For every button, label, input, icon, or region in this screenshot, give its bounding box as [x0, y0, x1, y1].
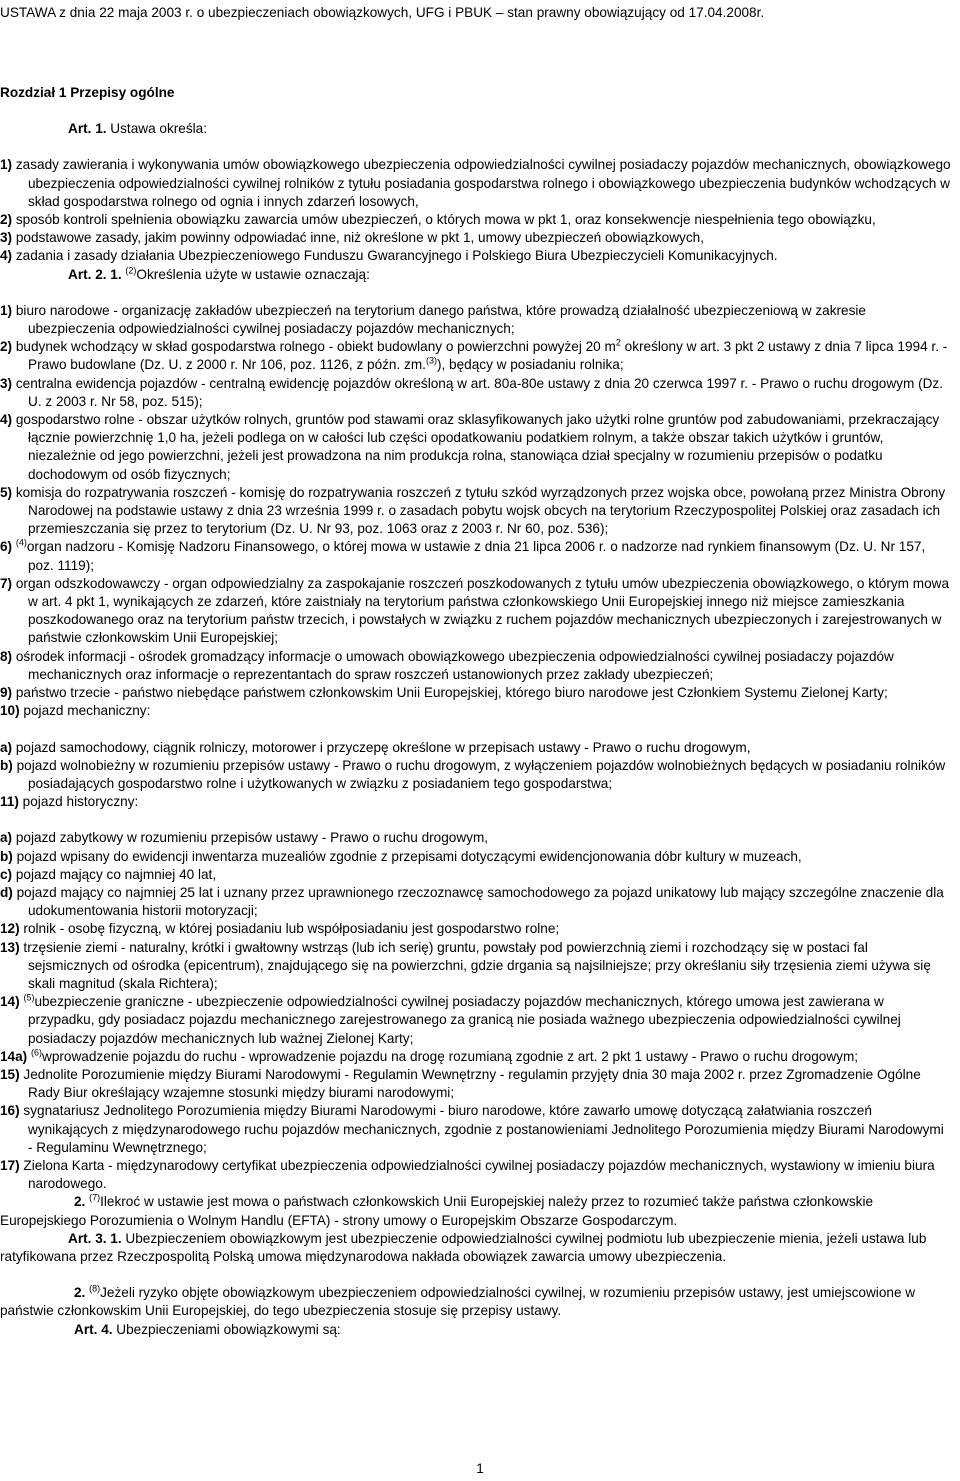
item-number: 15)	[0, 1066, 20, 1082]
article-number: Art. 4.	[74, 1321, 113, 1337]
paragraph-text: Jeżeli ryzyko objęte obowiązkowym ubezpieczeniem odpowiedzialności cywilnej, w rozumieniu przepisów ustawy, jest umiejscowione w państwie członkowskim Unii Europejskiej, do tego ubezpieczenia stosuje się przepisy ustawy.	[0, 1285, 916, 1319]
item-number: 3)	[0, 375, 13, 391]
item-text: pojazd wolnobieżny w rozumieniu przepisów ustawy - Prawo o ruchu drogowym, z wyłączeniem pojazdów wolnobieżnych będących w posiadaniu rolników posiadających gospodarstwo rolne i użytkowanych w związku z posiadaniem tego gospodarstwa;	[12, 757, 946, 791]
list-item	[0, 939, 952, 994]
article-number: Art. 3. 1.	[68, 1230, 122, 1246]
def11-sublist	[0, 829, 952, 920]
paragraph-number: 2.	[74, 1194, 86, 1210]
item-number: 2)	[0, 339, 13, 355]
definitions-list	[0, 302, 952, 721]
item-number: 5)	[0, 484, 13, 500]
item-number: 6)	[0, 539, 13, 555]
item-text: pojazd mechaniczny:	[19, 703, 151, 719]
list-item	[0, 247, 952, 265]
item-number: b)	[0, 848, 13, 864]
chapter-heading: Rozdział 1 Przepisy ogólne	[0, 85, 175, 100]
document-body	[0, 84, 952, 1339]
item-text: zasady zawierania i wykonywania umów obowiązkowego ubezpieczenia odpowiedzialności cywilnej posiadaczy pojazdów mechanicznych, obowiązkowego ubezpieczenia odpowiedzialności cywilnej rolników z tytułu posiadania gospodarstwa rolnego i obowiązkowego ubezpieczenia budynków wchodzących w skład gospodarstwa rolnego od ognia i innych zdarzeń losowych,	[12, 157, 951, 209]
item-text: pojazd zabytkowy w rozumieniu przepisów ustawy - Prawo o ruchu drogowym,	[12, 830, 489, 846]
list-item	[0, 302, 952, 338]
item-text: ubezpieczenie graniczne - ubezpieczenie odpowiedzialności cywilnej posiadaczy pojazdów mechanicznych, którego umowa jest zawierana w przypadku, gdy posiadacz pojazdu mechanicznego zarejestrowanego za granicą nie posiada ważnego ubezpieczenia odpowiedzialności cywilnej posiadaczy pojazdów mechanicznych lub ważnej Zielonej Karty;	[28, 994, 901, 1046]
item-number: 8)	[0, 648, 13, 664]
item-number: a)	[0, 830, 13, 846]
item-text: wprowadzenie pojazdu do ruchu - wprowadzenie pojazdu na drogę rozumianą zgodnie z art. 2 pkt 1 ustawy - Prawo o ruchu drogowym;	[42, 1048, 859, 1064]
item-text: ośrodek informacji - ośrodek gromadzący informacje o umowach obowiązkowego ubezpieczenia odpowiedzialności cywilnej posiadaczy pojazdów mechanicznych oraz informacje o reprezentantach do spraw roszczeń ustanowionych przez zakłady ubezpieczeń;	[12, 648, 894, 682]
list-item	[0, 702, 952, 720]
item-text: ), będący w posiadaniu rolnika;	[436, 357, 624, 373]
item-text: pojazd mający co najmniej 40 lat,	[12, 866, 217, 882]
paragraph-number: 2.	[74, 1285, 86, 1301]
art4-intro	[0, 1321, 952, 1339]
definitions-list-cont	[0, 920, 952, 1193]
sub-item	[0, 757, 952, 793]
item-text: biuro narodowe - organizację zakładów ubezpieczeń na terytorium danego państwa, które prowadzą działalność ubezpieczeniową w zakresie ubezpieczenia odpowiedzialności cywilnej posiadaczy pojazdów mechanicznych;	[12, 302, 866, 337]
item-number: 1)	[0, 302, 13, 318]
item-text: pojazd samochodowy, ciągnik rolniczy, motorower i przyczepę określone w przepisach ustawy - Prawo o ruchu drogowym,	[12, 739, 751, 755]
item-number: 3)	[0, 230, 13, 246]
def10-sublist	[0, 739, 952, 794]
item-number: d)	[0, 884, 13, 900]
item-text: Zielona Karta - międzynarodowy certyfikat ubezpieczenia odpowiedzialności cywilnej posiadaczy pojazdów mechanicznych, wystawiony w imieniu biura narodowego.	[19, 1157, 935, 1192]
item-text: gospodarstwo rolne - obszar użytków rolnych, gruntów pod stawami oraz sklasyfikowanych jako użytki rolne gruntów pod zabudowaniami, przekraczający łącznie powierzchnię 1,0 ha, jeżeli podlega on w całości lub części opodatkowaniu podatkiem rolnym, a także obszar takich użytków i gruntów, niezależnie od jego powierzchni, jeżeli jest prowadzona na nim produkcja rolna, stanowiąca dział specjalny w rozumieniu przepisów o podatku dochodowym od osób fizycznych;	[12, 412, 940, 482]
item-text: Jednolite Porozumienie między Biurami Narodowymi - Regulamin Wewnętrzny - regulamin przyjęty dnia 30 maja 2002 r. przez Zgromadzenie Ogólne Rady Biur określający wzajemne stosunki między biurami narodowymi;	[19, 1066, 921, 1101]
art2-intro	[0, 266, 952, 284]
page-number: 1	[476, 1461, 484, 1476]
item-text: trzęsienie ziemi - naturalny, krótki i gwałtowny wstrząs (lub ich serię) gruntu, powstały pod powierzchnią ziemi i rozchodzący się w postaci fal sejsmicznych od ośrodka (epicentrum), znajdującego się na powierzchni, gdzie drgania są najsilniejsze; przy określaniu siły trzęsienia ziemi używa się skali magnitud (skala Richtera);	[19, 939, 931, 991]
item-text: pojazd historyczny:	[18, 794, 139, 810]
item-text: pojazd mający co najmniej 25 lat i uznany przez uprawnionego rzeczoznawcę samochodowego za pojazd unikatowy lub mający szczególne znaczenie dla udokumentowania historii motoryzacji;	[12, 884, 944, 919]
list-item	[0, 229, 952, 247]
superscript: 2	[615, 337, 621, 348]
item-number: 14a)	[0, 1048, 28, 1064]
item-number: 14)	[0, 994, 20, 1010]
item-number: 2)	[0, 212, 13, 228]
list-item	[0, 156, 952, 211]
article-text: Ubezpieczeniem obowiązkowym jest ubezpieczenie odpowiedzialności cywilnej podmiotu lub ubezpieczenie mienia, jeżeli ustawa lub ratyfikowana przez Rzeczpospolitą Polską umowa międzynarodowa nakłada obowiązek zawarcia umowy ubezpieczenia.	[0, 1230, 927, 1264]
item-text: sygnatariusz Jednolitego Porozumienia między Biurami Narodowymi - biuro narodowe, które zawarło umowę dotyczącą załatwiania roszczeń wynikających z międzynarodowego ruchu pojazdów mechanicznych, zgodnie z postanowieniami Jednolitego Porozumienia między Biurami Narodowymi - Regulaminu Wewnętrznego;	[19, 1103, 944, 1155]
item-number: 17)	[0, 1157, 20, 1173]
list-item	[0, 1157, 952, 1193]
item-number: 9)	[0, 685, 13, 701]
list-item	[0, 648, 952, 684]
footnote-ref: (6)	[31, 1047, 42, 1058]
list-item	[0, 484, 952, 539]
article-number: Art. 2. 1.	[68, 266, 122, 282]
item-text: komisja do rozpatrywania roszczeń - komisję do rozpatrywania roszczeń z tytułu szkód wyrządzonych przez wojska obce, powołaną przez Ministra Obrony Narodowej na podstawie ustawy z dnia 23 września 1999 r. o zasadach pobytu wojsk obcych na terytorium Rzeczypospolitej Polskiej oraz zasadach ich przemieszczania się przez to terytorium (Dz. U. Nr 93, poz. 1063 oraz z 2003 r. Nr 60, poz. 536);	[12, 484, 946, 537]
item-text: państwo trzecie - państwo niebędące państwem członkowskim Unii Europejskiej, którego biuro narodowe jest Członkiem Systemu Zielonej Karty;	[12, 685, 888, 701]
article-number: Art. 1.	[68, 121, 107, 137]
sub-item	[0, 848, 952, 866]
item-text: podstawowe zasady, jakim powinny odpowiadać inne, niż określone w pkt 1, umowy ubezpieczeń obowiązkowych,	[12, 230, 704, 246]
footnote-ref: (4)	[15, 537, 27, 548]
item-number: b)	[0, 757, 13, 773]
footnote-ref: (5)	[23, 992, 35, 1003]
article-text: Ubezpieczeniami obowiązkowymi są:	[112, 1321, 341, 1337]
sub-item	[0, 739, 952, 757]
footnote-ref: (8)	[89, 1283, 101, 1294]
art2-para2	[0, 1193, 952, 1229]
item-text: organ nadzoru - Komisję Nadzoru Finansowego, o której mowa w ustawie z dnia 21 lipca 2006 r. o nadzorze nad rynkiem finansowym (Dz. U. Nr 157, poz. 1119);	[26, 539, 926, 573]
item-number: 12)	[0, 921, 20, 937]
art1-items	[0, 156, 952, 265]
list-item	[0, 211, 952, 229]
paragraph-text: Ilekroć w ustawie jest mowa o państwach członkowskich Unii Europejskiej należy przez to rozumieć także państwa członkowskie Europejskiego Porozumienia o Wolnym Handlu (EFTA) - strony umowy o Europejskim Obszarze Gospodarczym.	[0, 1194, 874, 1228]
list-item	[0, 1102, 952, 1157]
item-number: c)	[0, 866, 13, 882]
list-item	[0, 920, 952, 938]
item-number: 11)	[0, 794, 19, 810]
footnote-ref: (7)	[89, 1192, 101, 1203]
art3-para1	[0, 1230, 952, 1266]
item-number: 7)	[0, 575, 13, 591]
item-text: centralna ewidencja pojazdów - centralną ewidencję pojazdów określoną w art. 80a-80e ustawy z dnia 20 czerwca 1997 r. - Prawo o ruchu drogowym (Dz. U. z 2003 r. Nr 58, poz. 515);	[12, 375, 943, 409]
item-text: budynek wchodzący w skład gospodarstwa rolnego - obiekt budowlany o powierzchni powyżej 20 m	[12, 339, 616, 355]
art3-para2	[0, 1284, 952, 1320]
article-text: Ustawa określa:	[106, 121, 208, 137]
sub-item	[0, 829, 952, 847]
item-number: 10)	[0, 703, 20, 719]
list-item	[0, 338, 952, 374]
item-text: określony w art. 3 pkt 2 ustawy z dnia 7 lipca 1994 r. - Prawo budowlane (Dz. U. z 2000 r. Nr 106, poz. 1126, z późn. zm.	[28, 339, 948, 373]
list-item	[0, 1066, 952, 1102]
list-item	[0, 411, 952, 484]
footnote-ref: (3)	[425, 355, 437, 366]
item-number: a)	[0, 739, 13, 755]
item-text: rolnik - osobę fizyczną, w której posiadaniu lub współposiadaniu jest gospodarstwo rolne;	[19, 921, 560, 937]
item-text: sposób kontroli spełnienia obowiązku zawarcia umów ubezpieczeń, o których mowa w pkt 1, oraz konsekwencje niespełnienia tego obowiązku,	[12, 212, 876, 228]
list-item	[0, 575, 952, 648]
list-item	[0, 793, 952, 811]
item-number: 1)	[0, 157, 13, 173]
art1-intro	[0, 120, 952, 138]
running-header: USTAWA z dnia 22 maja 2003 r. o ubezpieczeniach obowiązkowych, UFG i PBUK – stan prawny obowiązujący od 17.04.2008r.	[0, 5, 765, 20]
list-item	[0, 684, 952, 702]
list-item	[0, 993, 952, 1048]
list-item	[0, 538, 952, 574]
item-text: organ odszkodowawczy - organ odpowiedzialny za zaspokajanie roszczeń poszkodowanych z tytułu umów ubezpieczenia obowiązkowego, o którym mowa w art. 4 pkt 1, wynikających ze zdarzeń, które zaistniały na terytorium państwa członkowskiego Unii Europejskiej innego niż miejsce zamieszkania poszkodowanego oraz na terytorium państw trzecich, i powstałych w związku z ruchem pojazdów mechanicznych ubezpieczonych i zarejestrowanych w państwie członkowskim Unii Europejskiej;	[12, 575, 950, 646]
list-item	[0, 1048, 952, 1066]
article-text: Określenia użyte w ustawie oznaczają:	[136, 266, 370, 282]
item-text: zadania i zasady działania Ubezpieczeniowego Funduszu Gwarancyjnego i Polskiego Biura Ubezpieczycieli Komunikacyjnych.	[12, 248, 778, 264]
sub-item	[0, 884, 952, 920]
item-number: 4)	[0, 248, 13, 264]
list-item	[0, 375, 952, 411]
item-number: 4)	[0, 412, 13, 428]
item-number: 16)	[0, 1103, 20, 1119]
footnote-ref: (2)	[125, 265, 137, 276]
item-text: pojazd wpisany do ewidencji inwentarza muzealiów zgodnie z przepisami dotyczącymi ewidencjonowania dóbr kultury w muzeach,	[12, 848, 802, 864]
item-number: 13)	[0, 939, 20, 955]
sub-item	[0, 866, 952, 884]
